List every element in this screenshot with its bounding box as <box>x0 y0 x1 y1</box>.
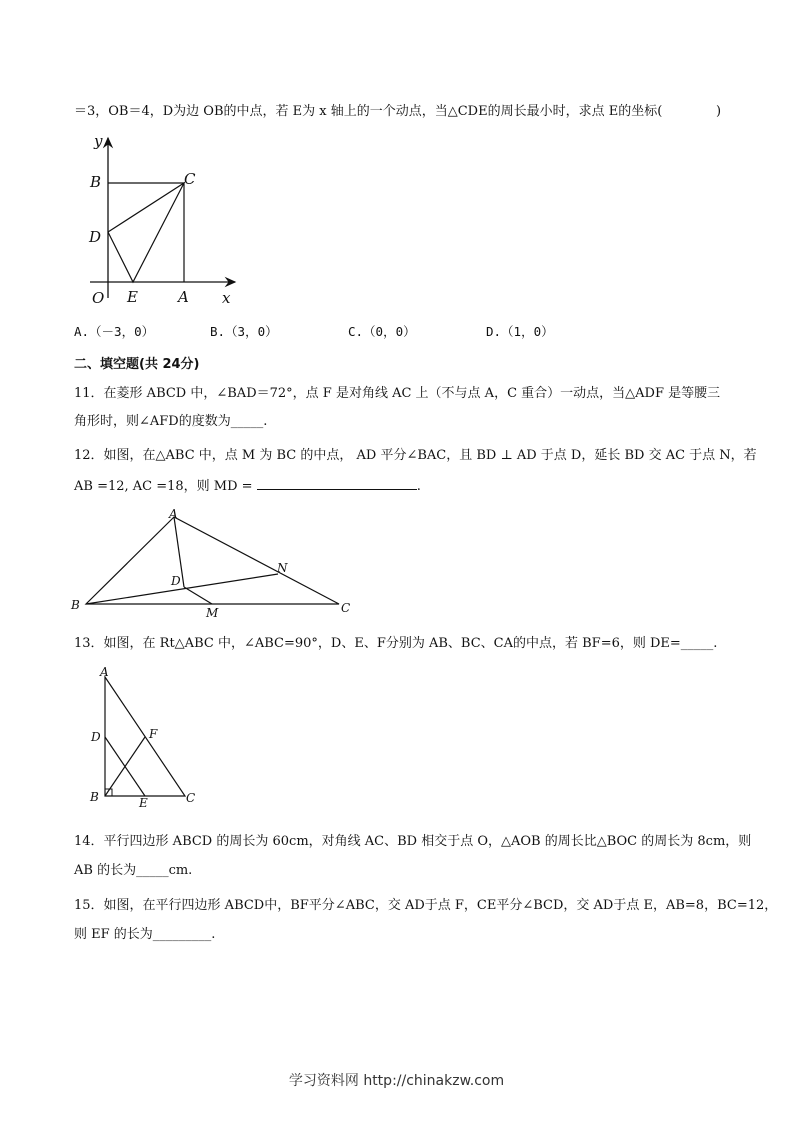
q13-label-a: A <box>100 665 109 679</box>
q10-stem-text: ＝3，OB＝4，D为边 OB的中点，若 E为 x 轴上的一个动点，当△CDE的周长最小时，求点 E的坐标( <box>74 104 663 119</box>
q12-line2-suffix: . <box>416 479 421 494</box>
q10-label-o: O <box>92 289 105 307</box>
q12-label-m: M <box>206 606 219 620</box>
q10-label-e: E <box>127 288 138 306</box>
q10-option-d: D.（1，0） <box>486 324 554 339</box>
q10-label-a: A <box>178 288 189 306</box>
q15-line1: 15．如图，在平行四边形 ABCD中，BF平分∠ABC，交 AD于点 F，CE平分∠BCD，交 AD于点 E，AB=8，BC=12， <box>74 898 778 913</box>
q10-label-y: y <box>94 132 103 150</box>
q10-label-c: C <box>184 170 196 188</box>
q10-label-d: D <box>89 228 102 246</box>
q12-answer-blank[interactable] <box>257 477 417 490</box>
q10-option-b: B.（3，0） <box>210 324 278 339</box>
q15-line2: 则 EF 的长为_________. <box>74 927 216 942</box>
q10-option-a: A.（－3，0） <box>74 324 155 339</box>
q11-line1: 11．在菱形 ABCD 中，∠BAD＝72°，点 F 是对角线 AC 上（不与点 A，C 重合）一动点，当△ADF 是等腰三 <box>74 386 721 401</box>
q10-paren-close: ) <box>716 104 722 119</box>
q13-line1: 13．如图，在 Rt△ABC 中，∠ABC=90°，D、E、F分别为 AB、BC、CA的中点，若 BF=6，则 DE=_____. <box>74 636 718 651</box>
q10-option-c: C.（0，0） <box>348 324 416 339</box>
q12-triangle-abc <box>86 517 339 604</box>
q12-label-c: C <box>341 601 351 615</box>
q13-figure <box>86 661 206 811</box>
q10-rect-bc-ca <box>108 183 184 282</box>
q12-label-d: D <box>171 574 181 588</box>
q13-label-e: E <box>139 796 148 810</box>
q12-figure <box>66 503 366 621</box>
q14-line1: 14．平行四边形 ABCD 的周长为 60cm，对角线 AC、BD 相交于点 O，△AOB 的周长比△BOC 的周长为 8cm，则 <box>74 834 752 849</box>
q12-segment-bn <box>86 574 278 604</box>
q10-figure <box>80 128 250 313</box>
q12-line2 <box>74 477 421 496</box>
q12-label-b: B <box>71 598 80 612</box>
q10-label-b: B <box>90 173 102 191</box>
q12-line1: 12．如图，在△ABC 中，点 M 为 BC 的中点， AD 平分∠BAC，且 BD ⊥ AD 于点 D，延长 BD 交 AC 于点 N，若 <box>74 448 757 463</box>
q13-label-d: D <box>91 730 101 744</box>
section-title: 二、填空题(共 24分) <box>74 357 200 372</box>
q13-label-c: C <box>186 791 196 805</box>
q13-label-b: B <box>90 790 99 804</box>
q11-line2: 角形时，则∠AFD的度数为_____. <box>74 414 268 429</box>
footer-watermark[interactable]: 学习资料网 http://chinakzw.com <box>288 1073 505 1089</box>
q14-line2: AB 的长为_____cm. <box>74 863 193 878</box>
q10-stem <box>74 103 662 121</box>
q12-label-n: N <box>277 561 288 575</box>
q10-label-x: x <box>222 289 231 307</box>
q10-triangle-cde <box>108 183 184 282</box>
q13-label-f: F <box>149 727 158 741</box>
q12-line2-prefix: AB =12, AC =18，则 MD = <box>74 479 253 494</box>
q12-label-a: A <box>169 507 178 521</box>
q12-segment-dm <box>184 587 212 604</box>
